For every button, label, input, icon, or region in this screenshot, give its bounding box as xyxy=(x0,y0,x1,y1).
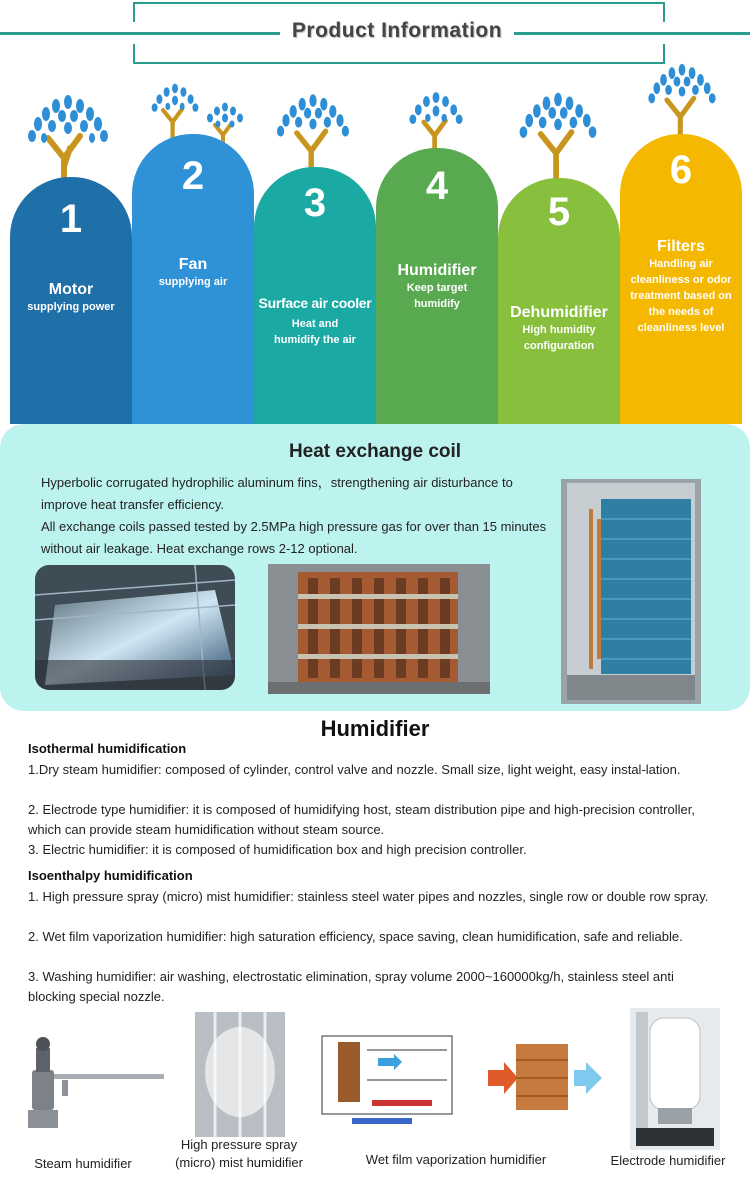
step-number: 6 xyxy=(669,148,693,192)
heat-exchange-panel xyxy=(0,424,750,711)
step-name: Filters xyxy=(656,238,705,255)
step-number: 1 xyxy=(59,197,83,241)
isothermal-item-1 xyxy=(28,760,718,780)
step-number: 5 xyxy=(547,190,571,234)
step-surface-air-cooler xyxy=(254,167,376,424)
step-name: Fan xyxy=(178,256,208,273)
step-name: Dehumidifier xyxy=(510,304,608,321)
tree-icon xyxy=(263,88,363,178)
item-text: 2. Electrode type humidifier: it is composed of humidifying host, steam distribution pipe and high-precision controller, which can provide steam humidification without steam source. xyxy=(28,802,695,837)
steam-humidifier-image xyxy=(22,1030,167,1145)
step-desc: supplying air xyxy=(158,276,228,288)
tree-icon xyxy=(510,86,606,182)
step-fan xyxy=(132,134,254,424)
step-desc: Handling air cleanliness or odor treatment based on the needs of cleanliness level xyxy=(630,258,732,334)
steam-humidifier-caption: Steam humidifier xyxy=(34,1156,132,1171)
step-desc: Heat and humidify the air xyxy=(274,318,356,346)
heat-exchange-title: Heat exchange coil xyxy=(288,441,462,462)
spray-humidifier-caption-line-1: High pressure spray xyxy=(180,1137,298,1152)
humidifier-title: Humidifier xyxy=(320,716,430,741)
isothermal-heading: Isothermal humidification xyxy=(28,741,187,756)
isoenthalpy-item-1 xyxy=(28,887,718,907)
step-humidifier xyxy=(376,148,498,424)
spray-humidifier-caption-line-2: (micro) mist humidifier xyxy=(175,1155,303,1170)
step-dehumidifier xyxy=(498,178,620,424)
heat-exchange-text xyxy=(41,472,551,560)
item-text: 3. Washing humidifier: air washing, electrostatic elimination, spray volume 2000~160000kg/h, stainless steel anti blocking special nozzle. xyxy=(28,969,674,1004)
wet-film-diagram-image xyxy=(312,1030,460,1130)
item-text: 1.Dry steam humidifier: composed of cylinder, control valve and nozzle. Small size, light weight, easy instal-lation. xyxy=(28,762,681,777)
heat-exchange-line-1: Hyperbolic corrugated hydrophilic aluminum fins，strengthening air disturbance to improve heat transfer efficiency. xyxy=(41,475,513,512)
step-motor xyxy=(10,177,132,424)
step-number: 4 xyxy=(425,164,449,208)
heat-exchange-line-2: All exchange coils passed tested by 2.5MPa high pressure gas for over than 15 minutes without air leakage. Heat exchange rows 2-12 optional. xyxy=(41,519,547,556)
aluminum-fin-photo xyxy=(35,565,235,690)
item-text: 3. Electric humidifier: it is composed of humidification box and high precision controller. xyxy=(28,842,527,857)
tree-icon xyxy=(640,58,724,142)
step-name: Humidifier xyxy=(397,262,477,279)
step-filters xyxy=(620,134,742,424)
tree-icon xyxy=(18,88,118,188)
isoenthalpy-item-3 xyxy=(28,967,718,1007)
step-name: Motor xyxy=(48,281,94,298)
step-desc: supplying power xyxy=(27,301,115,313)
step-number: 2 xyxy=(181,154,205,198)
isoenthalpy-item-2 xyxy=(28,927,718,947)
page-title: Product Information xyxy=(291,19,503,42)
step-desc: High humidity configuration xyxy=(522,324,596,352)
isothermal-item-2 xyxy=(28,800,718,840)
item-text: 1. High pressure spray (micro) mist humidifier: stainless steel water pipes and nozzles, single row or double row spray. xyxy=(28,889,709,904)
tree-icon xyxy=(145,80,205,140)
spray-mist-humidifier-image xyxy=(195,1012,285,1137)
step-number: 3 xyxy=(303,181,327,225)
electrode-humidifier-caption: Electrode humidifier xyxy=(610,1153,726,1168)
step-desc: Keep target humidify xyxy=(406,282,468,310)
item-text: 2. Wet film vaporization humidifier: high saturation efficiency, space saving, clean humidification, safe and reliable. xyxy=(28,929,683,944)
product-steps xyxy=(0,0,750,424)
electrode-humidifier-image xyxy=(630,1008,720,1150)
step-name: Surface air cooler xyxy=(258,295,372,311)
coil-unit-photo xyxy=(561,479,701,704)
wet-film-caption: Wet film vaporization humidifier xyxy=(365,1152,547,1167)
tree-icon xyxy=(402,88,470,156)
coil-rack-photo xyxy=(268,564,490,694)
isothermal-item-3 xyxy=(28,840,718,860)
isoenthalpy-heading: Isoenthalpy humidification xyxy=(28,868,193,883)
wet-film-media-image xyxy=(486,1040,604,1115)
